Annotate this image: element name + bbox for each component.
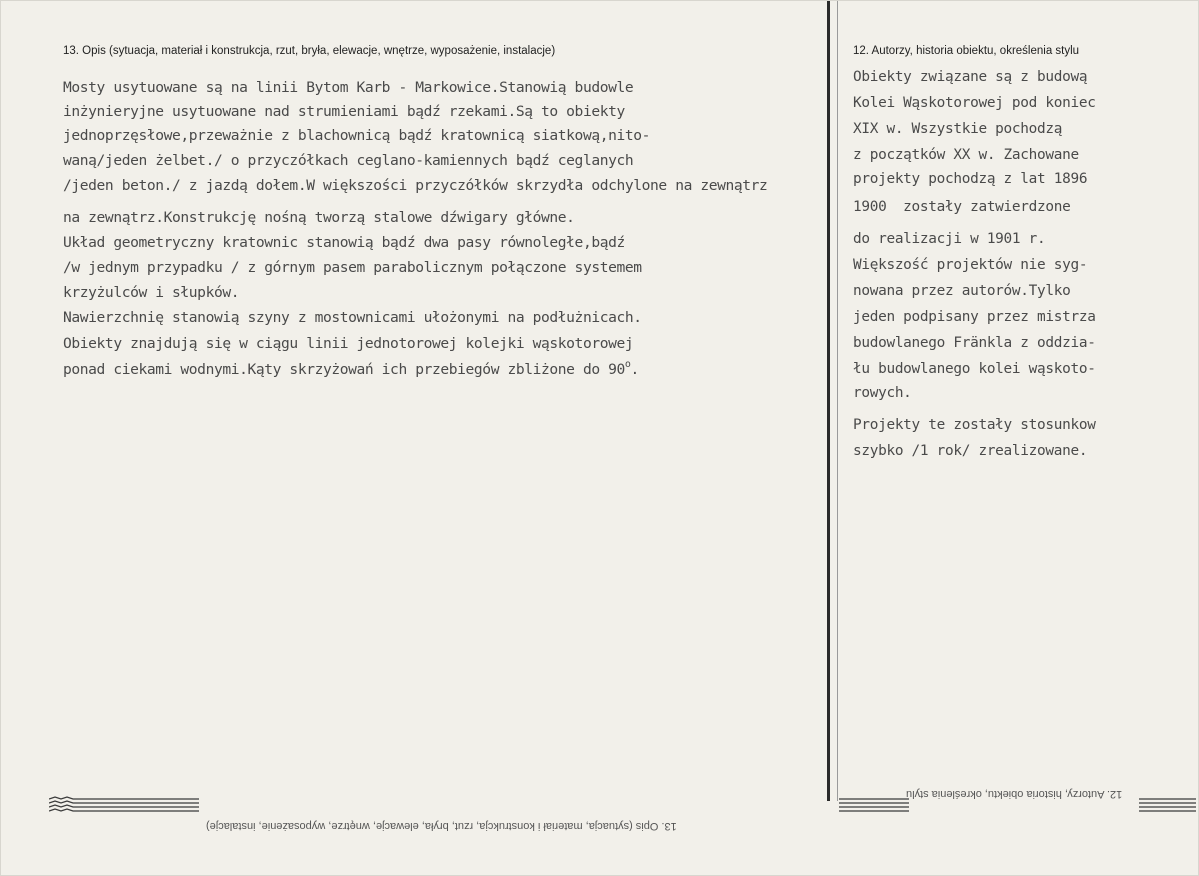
section-12-text	[853, 67, 1096, 459]
section-12-heading: 12. Autorzy, historia obiektu, określenia stylu	[853, 45, 1080, 57]
column-divider	[827, 1, 830, 801]
text-line: na zewnątrz.Konstrukcję nośną tworzą stalowe dźwigary główne.	[63, 209, 575, 226]
text-line: Układ geometryczny kratownic stanowią bądź dwa pasy równoległe,bądź	[63, 234, 625, 251]
text-line: Mosty usytuowane są na linii Bytom Karb - Markowice.Stanowią budowle	[63, 79, 634, 96]
mirrored-heading-12: 12. Autorzy, historia obiektu, określenia stylu	[906, 788, 1123, 800]
text-line: Nawierzchnię stanowią szyny z mostownicami ułożonymi na podłużnicach.	[63, 309, 642, 326]
text-line: projekty pochodzą z lat 1896	[853, 171, 1088, 187]
text-line: łu budowlanego kolei wąskoto-	[853, 361, 1096, 377]
degree-superscript: o	[624, 359, 631, 370]
text-line-body: ponad ciekami wodnymi.Kąty skrzyżowań ich przebiegów zbliżone do 90	[63, 361, 625, 378]
text-line: rowych.	[853, 385, 912, 401]
text-line: 1900 zostały zatwierdzone	[853, 199, 1071, 215]
text-line: do realizacji w 1901 r.	[853, 231, 1046, 247]
mirrored-heading-13: 13. Opis (sytuacja, materiał i konstrukcja, rzut, bryła, elewacje, wnętrze, wyposażenie, instalacje)	[206, 820, 677, 832]
section-13-text	[63, 79, 768, 378]
text-line: budowlanego Fränkla z oddzia-	[853, 335, 1096, 351]
text-line	[63, 361, 639, 378]
text-line: /w jednym przypadku / z górnym pasem parabolicznym połączone systemem	[63, 259, 642, 276]
text-line: Większość projektów nie syg-	[853, 257, 1088, 273]
text-line: jednoprzęsłowe,przeważnie z blachownicą bądź kratownicą siatkową,nito-	[63, 127, 651, 144]
text-line-end: .	[630, 361, 639, 378]
text-line: /jeden beton./ z jazdą dołem.W większości przyczółków skrzydła odchylone na zewnątrz	[63, 177, 768, 194]
text-line: z początków XX w. Zachowane	[853, 147, 1079, 163]
text-line: waną/jeden żelbet./ o przyczółkach ceglano-kamiennych bądź ceglanych	[63, 152, 634, 169]
text-line: Kolei Wąskotorowej pod koniec	[853, 95, 1096, 111]
text-line: jeden podpisany przez mistrza	[853, 309, 1096, 325]
text-line: Obiekty znajdują się w ciągu linii jednotorowej kolejki wąskotorowej	[63, 335, 634, 352]
section-13-heading: 13. Opis (sytuacja, materiał i konstrukcja, rzut, bryła, elewacje, wnętrze, wyposażenie, instalacje)	[63, 45, 556, 57]
text-line: XIX w. Wszystkie pochodzą	[853, 121, 1063, 137]
text-line: Obiekty związane są z budową	[853, 69, 1088, 85]
text-line: inżynieryjne usytuowane nad strumieniami bądź rzekami.Są to obiekty	[63, 103, 625, 120]
column-divider-thin	[837, 1, 838, 801]
text-line: nowana przez autorów.Tylko	[853, 283, 1071, 299]
text-line: szybko /1 rok/ zrealizowane.	[853, 443, 1088, 459]
text-line: Projekty te zostały stosunkow	[853, 417, 1096, 433]
text-line: krzyżulców i słupków.	[63, 284, 240, 301]
